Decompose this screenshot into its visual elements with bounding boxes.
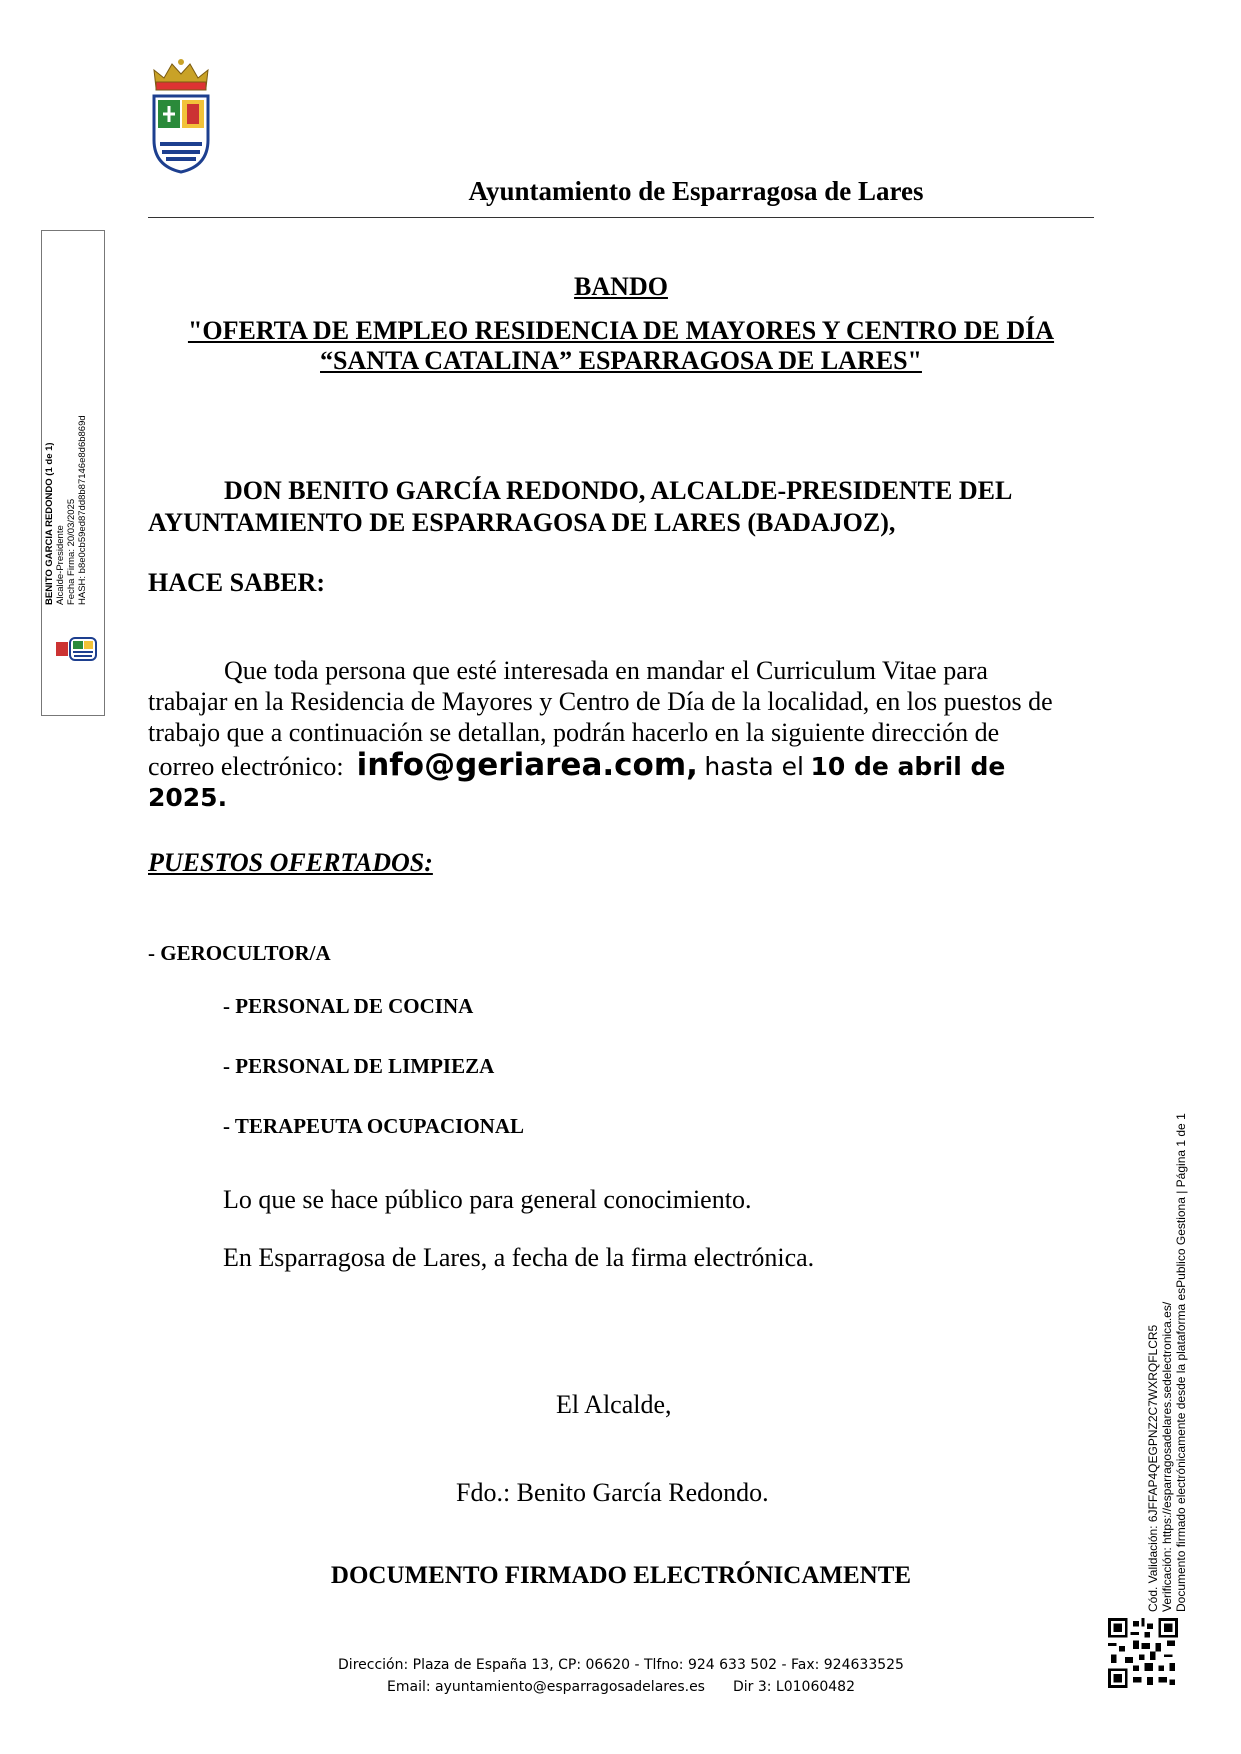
mayor-line1: DON BENITO GARCÍA REDONDO, ALCALDE-PRESIDENTE DEL [224, 476, 1013, 505]
body-line2: trabajar en la Residencia de Mayores y Centro de Día de la localidad, en los puestos de [148, 687, 1053, 716]
signature-hash: HASH: b8e0cb59ed87dd8b87146e8d6b869d [77, 415, 88, 605]
verification-info [1146, 1092, 1188, 1612]
signature-signer: BENITO GARCIA REDONDO (1 de 1) [44, 442, 55, 605]
place-date-statement: En Esparragosa de Lares, a fecha de la firma electrónica. [223, 1243, 815, 1272]
body-prefix: correo electrónico: [148, 752, 344, 781]
mayor-line2: AYUNTAMIENTO DE ESPARRAGOSA DE LARES (BADAJOZ), [148, 508, 896, 537]
job-item: - GEROCULTOR/A [148, 941, 331, 965]
signature-role: Alcalde-Presidente [55, 525, 66, 605]
electronic-signature-note: DOCUMENTO FIRMADO ELECTRÓNICAMENTE [330, 1562, 912, 1589]
validation-code: Cód. Validación: 6JFFAP4QEGPNZ2C7WXRQFLCR5 [1146, 1324, 1160, 1612]
signature-details [44, 365, 88, 605]
signer-name: Fdo.: Benito García Redondo. [456, 1478, 769, 1507]
body-paragraph [148, 655, 1098, 813]
footer-dir3: Dir 3: L01060482 [732, 1679, 855, 1695]
hace-saber-heading: HACE SABER: [148, 568, 325, 597]
closing-statement: Lo que se hace público para general conocimiento. [223, 1185, 752, 1214]
footer-address: Dirección: Plaza de España 13, CP: 06620 - Tlfno: 924 633 502 - Fax: 924633525 [338, 1657, 904, 1673]
header-divider [148, 217, 1094, 218]
verification-url: Verificación: https://esparragosadelares.sedelectronica.es/ [1160, 1301, 1174, 1612]
document-title [148, 316, 1094, 376]
header-title: Ayuntamiento de Esparragosa de Lares [468, 176, 924, 206]
until-text: hasta el [704, 752, 804, 781]
mayor-statement [148, 475, 1094, 539]
positions-heading: PUESTOS OFERTADOS: [148, 848, 433, 877]
signer-role: El Alcalde, [556, 1390, 672, 1419]
deadline-year: 2025. [148, 783, 228, 812]
job-item: - PERSONAL DE LIMPIEZA [223, 1054, 495, 1078]
platform-note: Documento firmado electrónicamente desde la plataforma esPublico Gestiona | Página 1 de 1 [1174, 1113, 1188, 1612]
body-line4 [148, 747, 1098, 783]
document-title-line2: “SANTA CATALINA” ESPARRAGOSA DE LARES" [320, 346, 922, 375]
document-title-line1: "OFERTA DE EMPLEO RESIDENCIA DE MAYORES Y CENTRO DE DÍA [187, 316, 1055, 345]
body-line3: trabajo que a continuación se detallan, podrán hacerlo en la siguiente dirección de [148, 718, 1000, 747]
contact-email: info@geriarea.com, [356, 747, 698, 783]
signature-date: Fecha Firma: 20/03/2025 [66, 498, 77, 605]
footer-contact [148, 1676, 1094, 1698]
job-item: - PERSONAL DE COCINA [223, 994, 474, 1018]
footer-email: Email: ayuntamiento@esparragosadelares.es [387, 1679, 705, 1695]
page-footer [148, 1654, 1094, 1698]
job-item: - TERAPEUTA OCUPACIONAL [223, 1114, 525, 1138]
deadline-date: 10 de abril de [810, 752, 1006, 781]
document-heading: BANDO [574, 272, 668, 301]
qr-code-icon [1108, 1618, 1178, 1688]
signature-crest-icon [52, 634, 100, 664]
body-line1: Que toda persona que esté interesada en mandar el Curriculum Vitae para [224, 656, 988, 685]
municipal-crest-logo [150, 58, 212, 174]
